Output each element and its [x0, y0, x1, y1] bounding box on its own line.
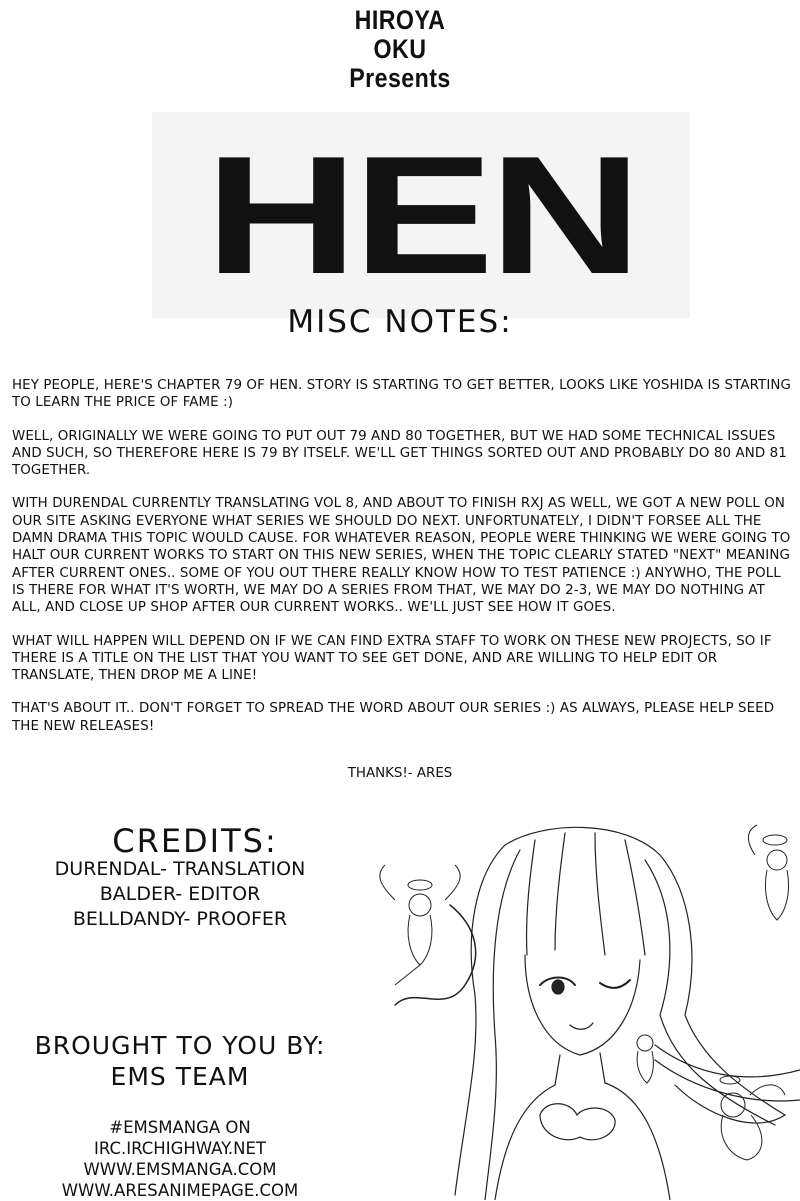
note-paragraph: WITH DURENDAL CURRENTLY TRANSLATING VOL 8, AND ABOUT TO FINISH RXJ AS WELL, WE GOT A NEW POLL ON OUR SITE ASKING EVERYONE WHAT SERIES WE SHOULD DO NEXT. UNFORTUNATELY, I DIDN'T FORSEE ALL THE DAMN DRAMA THIS TOPIC WOULD CAUSE. FOR WHATEVER REASON, PEOPLE WERE THINKING WE WERE GOING TO HALT OUR CURRENT WORKS TO START ON THIS NEW SERIES, WHEN THE TOPIC CLEARLY STATED "NEXT" MEANING AFTER CURRENT ONES.. SOME OF YOU OUT THERE REALLY KNOW HOW TO TEST PATIENCE :) ANYWHO, THE POLL IS THERE FOR WHAT IT'S WORTH, WE MAY DO A SERIES FROM THAT, WE MAY DO 2-3, WE MAY DO NOTHING AT ALL, AND CLOSE UP SHOP AFTER OUR CURRENT WORKS.. WE'LL JUST SEE HOW IT GOES. [12, 496, 791, 616]
contact-list [30, 1117, 330, 1201]
author-last-name: OKU [373, 34, 427, 64]
website-link: WWW.ARESANIMEPAGE.COM [61, 1181, 299, 1200]
team-name: EMS TEAM [110, 1062, 250, 1091]
brought-to-you-by [10, 1030, 350, 1092]
credit-line: BALDER- EDITOR [99, 883, 261, 905]
note-paragraph: WHAT WILL HAPPEN WILL DEPEND ON IF WE CAN FIND EXTRA STAFF TO WORK ON THESE NEW PROJECTS, SO IF THERE IS A TITLE ON THE LIST THAT YOU WANT TO SEE GET DONE, AND ARE WILLING TO HELP EDIT OR TRANSLATE, THEN DROP ME A LINE! [12, 633, 772, 684]
note-paragraph: WELL, ORIGINALLY WE WERE GOING TO PUT OUT 79 AND 80 TOGETHER, BUT WE HAD SOME TECHNICAL ISSUES AND SUCH, SO THEREFORE HERE IS 79 BY ITSELF. WE'LL GET THINGS SORTED OUT AND PROBABLY DO 80 AND 81 TOGETHER. [12, 428, 787, 479]
misc-notes-body [12, 377, 792, 751]
author-first-name: HIROYA [354, 5, 446, 35]
signoff: THANKS!- ARES [347, 766, 453, 781]
irc-channel: #EMSMANGA ON [109, 1118, 251, 1137]
ribbon [395, 905, 476, 1005]
cherub-small [637, 1035, 653, 1083]
cherub-left [380, 865, 460, 985]
irc-server: IRC.IRCHIGHWAY.NET [93, 1139, 267, 1158]
credits-title: CREDITS: [112, 822, 278, 860]
credits-list [30, 857, 330, 932]
website-link: WWW.EMSMANGA.COM [83, 1160, 277, 1179]
brought-by-label: BROUGHT TO YOU BY: [34, 1031, 326, 1060]
credit-line: DURENDAL- TRANSLATION [54, 858, 306, 880]
misc-notes-title: MISC NOTES: [287, 304, 513, 340]
series-logo: HEN [205, 121, 637, 309]
face-outline [525, 955, 640, 1055]
right-eye-wink [600, 980, 630, 988]
presents-label: Presents [349, 63, 451, 93]
cherub-right-bottom [720, 1076, 785, 1160]
author-credit [314, 6, 486, 93]
credit-line: BELLDANDY- PROOFER [72, 908, 288, 930]
hands [540, 1104, 615, 1140]
manga-girl-illustration [355, 815, 800, 1200]
note-paragraph: THAT'S ABOUT IT.. DON'T FORGET TO SPREAD THE WORD ABOUT OUR SERIES :) AS ALWAYS, PLEASE HELP SEED THE NEW RELEASES! [12, 701, 775, 734]
hair-outline [505, 827, 785, 1123]
mouth [570, 1023, 593, 1029]
note-paragraph: HEY PEOPLE, HERE'S CHAPTER 79 OF HEN. STORY IS STARTING TO GET BETTER, LOOKS LIKE YOSHIDA IS STARTING TO LEARN THE PRICE OF FAME :) [12, 378, 791, 411]
cherub-right-top [748, 825, 788, 920]
